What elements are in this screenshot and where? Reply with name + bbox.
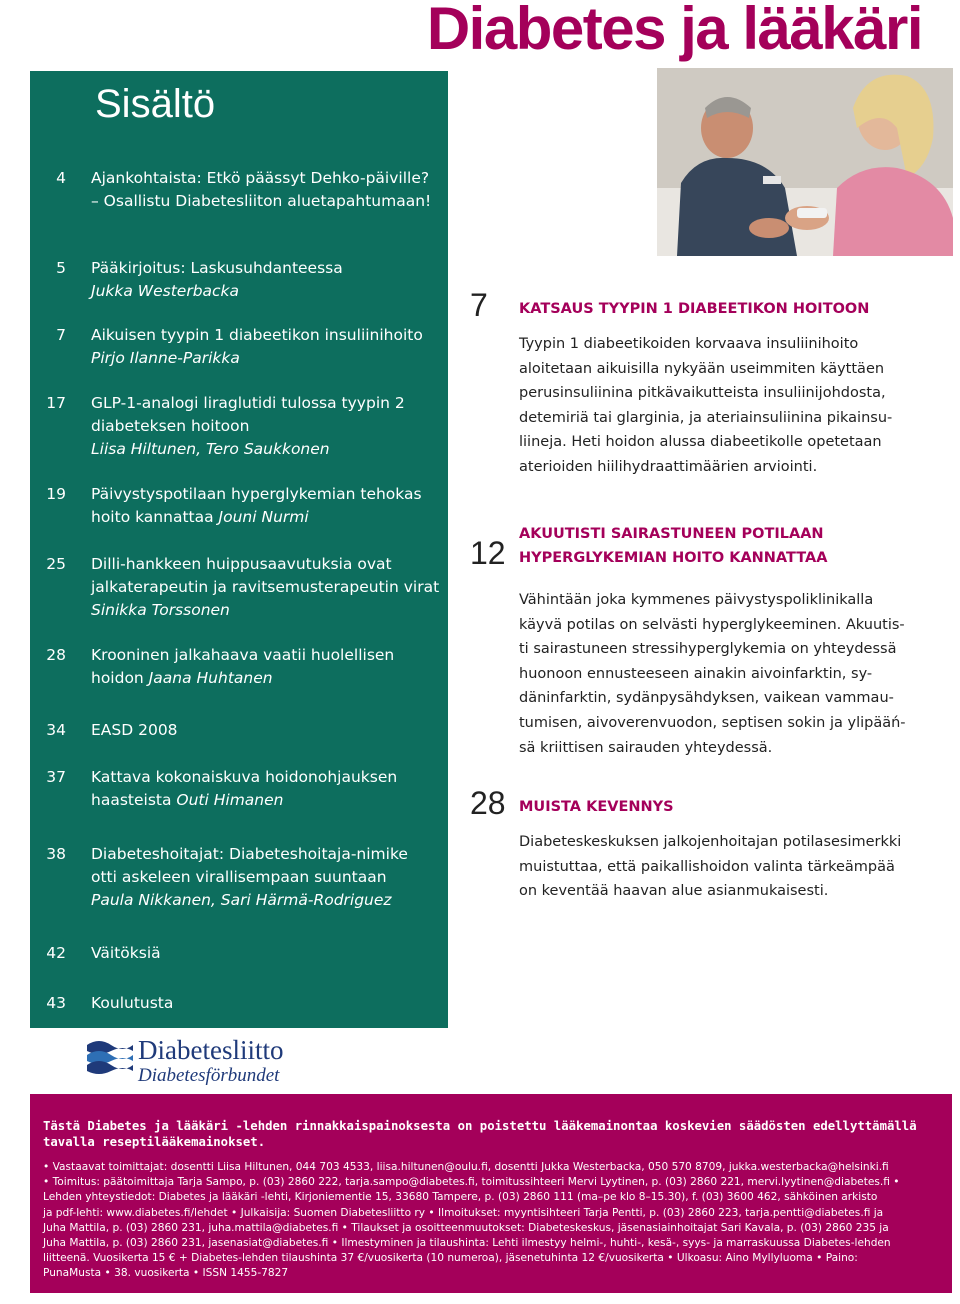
contents-title-line: diabeteksen hoitoon — [91, 417, 250, 435]
contents-title-line: Koulutusta — [91, 994, 174, 1012]
contents-entry-text — [91, 766, 441, 812]
contents-page-number: 28 — [46, 646, 66, 664]
colophon — [43, 1160, 943, 1282]
contents-page-number: 5 — [56, 259, 66, 277]
feature-body-line: Diabeteskeskuksen jalkojenhoitajan potilasesimerkki — [519, 834, 902, 850]
contents-entry-text — [91, 644, 441, 690]
contents-title-line: Diabeteshoitajat: Diabeteshoitaja-nimike — [91, 845, 408, 863]
contents-page-number: 4 — [56, 169, 66, 187]
contents-entry-text — [91, 167, 441, 213]
contents-title-line: – Osallistu Diabetesliiton aluetapahtumaan! — [91, 192, 432, 210]
feature-title — [519, 522, 929, 570]
contents-author: Liisa Hiltunen, Tero Saukkonen — [91, 440, 330, 458]
feature-body-line: sä kriittisen sairauden yhteydessä. — [519, 739, 773, 756]
contents-author: Jukka Westerbacka — [91, 282, 240, 300]
feature-title-line: MUISTA KEVENNYS — [519, 799, 674, 815]
contents-entry-text — [91, 843, 441, 912]
contents-entry-text — [91, 719, 441, 742]
feature-body-line: liineja. Heti hoidon alussa diabeetikolle opetetaan — [519, 434, 882, 451]
colophon-line: liitteenä. Vuosikerta 15 € + Diabetes-lehden tilaushinta 37 €/vuosikerta (10 numeroa), jäsenetuhinta 12 €/vuosikerta • Ulkoasu: Aino Myllyluoma • Paino: — [43, 1252, 858, 1265]
feature-body-line: on keventää haavan alue asianmukaisesti. — [519, 883, 829, 900]
feature-body-line: huonoon ennusteeseen ainakin aivoinfarktin, sy- — [519, 665, 873, 682]
contents-page-number: 25 — [46, 555, 66, 573]
wave-flag-icon — [85, 1037, 135, 1081]
contents-page-number: 38 — [46, 845, 66, 863]
feature-body — [519, 830, 929, 904]
contents-title-line: Pääkirjoitus: Laskusuhdanteessa — [91, 259, 343, 277]
feature-body-line: aterioiden hiilihydraattimäärien arviointi. — [519, 458, 818, 475]
contents-title-line: hoidon — [91, 669, 144, 687]
feature-body — [519, 332, 929, 480]
contents-entry-text — [91, 324, 441, 370]
contents-author: Jaana Huhtanen — [148, 669, 273, 687]
contents-title-line: jalkaterapeutin ja ravitsemusterapeutin virat — [91, 578, 440, 596]
contents-page-number: 34 — [46, 721, 66, 739]
footer-band — [30, 1094, 952, 1293]
feature-body-line: detemiriä tai glarginia, ja ateriainsuliinina pikainsu- — [519, 409, 893, 426]
contents-author: Sinikka Torssonen — [91, 601, 230, 619]
logo-subtitle: Diabetesförbundet — [138, 1065, 280, 1086]
colophon-line: Lehden yhteystiedot: Diabetes ja lääkäri -lehti, Kirjoniementie 15, 33680 Tampere, p. (03) 2860 111 (ma–pe klo 8–15.30), f. (03) 3600 462, sähköinen arkisto — [43, 1191, 878, 1204]
contents-author: Paula Nikkanen, Sari Härmä-Rodriguez — [91, 891, 392, 909]
masthead-title: Diabetes ja lääkäri — [426, 0, 922, 62]
contents-page-number: 43 — [46, 994, 66, 1012]
feature-page-number: 12 — [470, 535, 506, 571]
contents-title-line: Krooninen jalkahaava vaatii huolellisen — [91, 646, 395, 664]
colophon-line: PunaMusta • 38. vuosikerta • ISSN 1455-7827 — [43, 1267, 289, 1280]
feature-title — [519, 297, 929, 321]
contents-entry-text — [91, 257, 441, 303]
contents-author: Jouni Nurmi — [218, 508, 309, 526]
contents-entry-text — [91, 483, 441, 529]
contents-page-number: 37 — [46, 768, 66, 786]
feature-page-number: 7 — [470, 287, 488, 323]
feature-body-line: däninfarktin, sydänpysähdyksen, vaikean vammau- — [519, 690, 894, 707]
contents-entry-text — [91, 992, 441, 1015]
feature-title-line: HYPERGLYKEMIAN HOITO KANNATTAA — [519, 550, 828, 566]
contents-heading: Sisältö — [95, 82, 216, 126]
feature-page-number: 28 — [470, 785, 506, 821]
feature-title — [519, 795, 929, 819]
feature-body — [519, 588, 929, 760]
contents-title-line: haasteista — [91, 791, 172, 809]
contents-title-line: Kattava kokonaiskuva hoidonohjauksen — [91, 768, 398, 786]
contents-list — [30, 71, 448, 1028]
contents-title-line: Dilli-hankkeen huippusaavutuksia ovat — [91, 555, 392, 573]
contents-title-line: otti askeleen virallisempaan suuntaan — [91, 868, 387, 886]
feature-body-line: Tyypin 1 diabeetikoiden korvaava insuliinihoito — [519, 336, 859, 352]
contents-entry-text — [91, 392, 441, 461]
contents-page-number: 42 — [46, 944, 66, 962]
disclaimer-text: Tästä Diabetes ja lääkäri -lehden rinnakkaispainoksesta on poistettu lääkemainontaa koskevien säädösten edellyttämällä tavalla reseptilääkemainokset. — [43, 1119, 917, 1149]
colophon-line: Juha Mattila, p. (03) 2860 231, juha.mattila@diabetes.fi • Tilaukset ja osoitteenmuutokset: Diabeteskeskus, jäsenasiainhoitajat Sari Kavala, p. (03) 2860 235 ja — [43, 1221, 889, 1234]
photo-doctor-patient-illustration — [657, 68, 953, 256]
contents-title-line: Päivystyspotilaan hyperglykemian tehokas — [91, 485, 422, 503]
contents-title-line: GLP-1-analogi liraglutidi tulossa tyypin 2 — [91, 394, 405, 412]
contents-entry-text — [91, 553, 441, 622]
colophon-line: Juha Mattila, p. (03) 2860 231, jasenasiat@diabetes.fi • Ilmestyminen ja tilaushinta: Lehti ilmestyy helmi-, huhti-, kesä-, syys- ja marraskuussa Diabetes-lehden — [43, 1237, 891, 1250]
feature-title-line: KATSAUS TYYPIN 1 DIABEETIKON HOITOON — [519, 301, 870, 317]
contents-page-number: 7 — [56, 326, 66, 344]
feature-body-line: aloitetaan aikuisilla nykyään useimmiten käyttäen — [519, 360, 885, 377]
colophon-line: • Vastaavat toimittajat: dosentti Liisa Hiltunen, 044 703 4533, liisa.hiltunen@oulu.fi, dosentti Jukka Westerbacka, 050 570 8709, jukka.westerbacka@helsinki.fi — [43, 1161, 889, 1173]
contents-title-line: Väitöksiä — [91, 944, 161, 962]
contents-title-line: hoito kannattaa — [91, 508, 214, 526]
feature-body-line: ti sairastuneen stressihyperglykemia on yhteydessä — [519, 641, 897, 658]
feature-body-line: tumisen, aivoverenvuodon, septisen sokin ja ylipääń- — [519, 714, 906, 731]
colophon-line: • Toimitus: päätoimittaja Tarja Sampo, p. (03) 2860 222, tarja.sampo@diabetes.fi, toimitussihteeri Mervi Lyytinen, p. (03) 2860 221, mervi.lyytinen@diabetes.fi • — [43, 1176, 900, 1189]
contents-page-number: 17 — [46, 394, 66, 412]
contents-title-line: Aikuisen tyypin 1 diabeetikon insuliinihoito — [91, 326, 423, 344]
contents-title-line: Ajankohtaista: Etkö päässyt Dehko-päiville? — [91, 169, 430, 187]
feature-title-line: AKUUTISTI SAIRASTUNEEN POTILAAN — [519, 526, 824, 542]
colophon-line: ja pdf-lehti: www.diabetes.fi/lehdet • Julkaisija: Suomen Diabetesliitto ry • Ilmoitukset: myyntisihteeri Tarja Pentti, p. (03) 2860 223, tarja.pentti@diabetes.fi ja — [43, 1206, 884, 1219]
contents-author: Outi Himanen — [176, 791, 284, 809]
cover-photo — [657, 68, 953, 256]
diabetesliitto-logo — [85, 1035, 305, 1087]
contents-entry-text — [91, 942, 441, 965]
logo-name: Diabetesliitto — [138, 1035, 284, 1065]
feature-body-line: perusinsuliinina pitkävaikutteista insuliinijohdosta, — [519, 385, 886, 402]
feature-body-line: muistuttaa, että paikallishoidon valinta tärkeämpää — [519, 858, 895, 875]
feature-body-line: käyvä potilas on selvästi hyperglykeeminen. Akuutis- — [519, 616, 905, 633]
feature-body-line: Vähintään joka kymmenes päivystyspoliklinikalla — [519, 592, 874, 608]
contents-author: Pirjo Ilanne-Parikka — [91, 349, 240, 367]
contents-title-line: EASD 2008 — [91, 721, 178, 739]
contents-page-number: 19 — [46, 485, 66, 503]
